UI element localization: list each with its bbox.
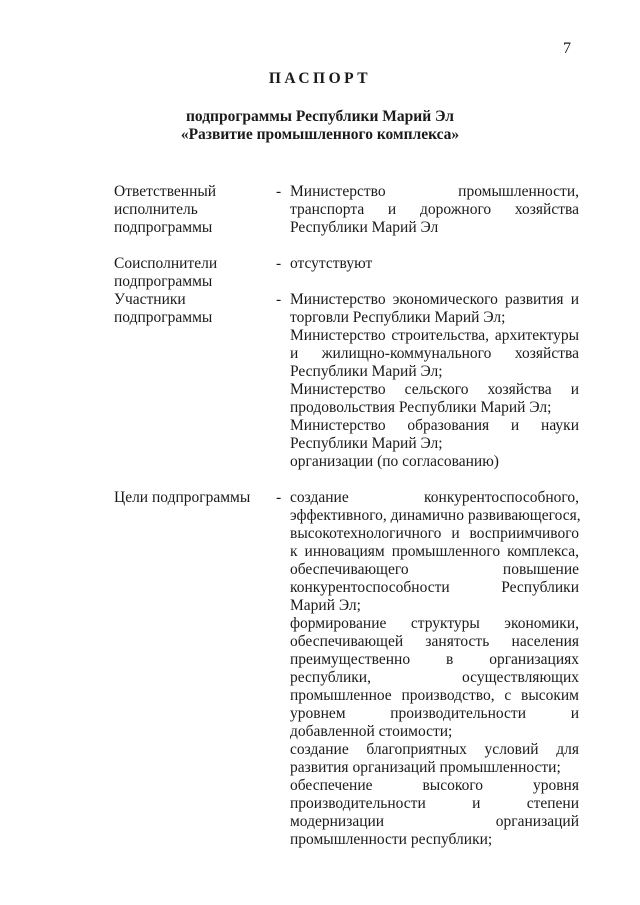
row-value-line: к инновациям промышленного комплекса, xyxy=(290,543,579,560)
row-label-line: Соисполнители xyxy=(114,255,218,272)
row-value-line: Министерство строительства, архитектуры xyxy=(290,327,579,344)
row-label xyxy=(114,255,264,291)
row-label xyxy=(114,291,264,327)
passport-row xyxy=(0,291,640,471)
page-number: 7 xyxy=(563,40,571,57)
row-value-line: транспорта и дорожного хозяйства xyxy=(290,201,579,218)
row-value-line: преимущественно в организациях xyxy=(290,651,579,668)
row-value-line: модернизации организаций xyxy=(290,813,579,830)
row-value xyxy=(290,255,579,273)
document-subtitle xyxy=(0,108,640,144)
row-value-line: отсутствуют xyxy=(290,255,373,272)
row-value-line: Республики Марий Эл; xyxy=(290,363,443,380)
subtitle-line: подпрограммы Республики Марий Эл xyxy=(185,108,455,125)
row-value-line: обеспечивающей занятость населения xyxy=(290,633,579,650)
row-label-line: Ответственный xyxy=(114,183,217,200)
row-label-line: подпрограммы xyxy=(114,309,213,326)
row-value-line: производительности и степени xyxy=(290,795,579,812)
row-value-line: Марий Эл; xyxy=(290,597,361,614)
row-dash: - xyxy=(276,183,282,200)
row-value-line: промышленности республики; xyxy=(290,831,493,848)
row-label-line: подпрограммы xyxy=(114,219,213,236)
row-value-line: Министерство сельского хозяйства и xyxy=(290,381,579,398)
row-value-line: обеспечение высокого уровня xyxy=(290,777,579,794)
row-value-line: Республики Марий Эл xyxy=(290,219,439,236)
row-value-line: Министерство образования и науки xyxy=(290,417,579,434)
row-value-line: создание благоприятных условий для xyxy=(290,741,579,758)
row-value xyxy=(290,183,579,237)
row-label-line: Цели подпрограммы xyxy=(114,489,251,506)
row-value-line: и жилищно-коммунального хозяйства xyxy=(290,345,579,362)
row-label xyxy=(114,489,264,507)
subtitle-line: «Развитие промышленного комплекса» xyxy=(180,126,460,143)
passport-row xyxy=(0,183,640,237)
row-value-line: формирование структуры экономики, xyxy=(290,615,579,632)
row-value-line: Министерство промышленности, xyxy=(290,183,579,200)
row-value-line: Республики Марий Эл; xyxy=(290,435,443,452)
row-value-line: конкурентоспособности Республики xyxy=(290,579,579,596)
row-label xyxy=(114,183,264,237)
row-dash: - xyxy=(276,255,282,272)
row-dash: - xyxy=(276,489,282,506)
row-value-line: создание конкурентоспособного, xyxy=(290,489,579,506)
row-value-line: промышленное производство, с высоким xyxy=(290,687,579,704)
row-dash: - xyxy=(276,291,282,308)
row-value-line: республики, осуществляющих xyxy=(290,669,579,686)
row-value xyxy=(290,489,579,849)
row-value-line: эффективного, динамично развивающегося, xyxy=(290,507,581,524)
passport-table xyxy=(0,183,640,849)
row-value-line: продовольствия Республики Марий Эл; xyxy=(290,399,552,416)
passport-row xyxy=(0,489,640,849)
row-value-line: уровнем производительности и xyxy=(290,705,579,722)
row-value xyxy=(290,291,579,471)
row-value-line: добавленной стоимости; xyxy=(290,723,453,740)
row-value-line: высокотехнологичного и восприимчивого xyxy=(290,525,579,542)
row-label-line: подпрограммы xyxy=(114,273,213,290)
row-value-line: развития организаций промышленности; xyxy=(290,759,561,776)
passport-row xyxy=(0,255,640,290)
row-value-line: торговли Республики Марий Эл; xyxy=(290,309,506,326)
row-value-line: Министерство экономического развития и xyxy=(290,291,579,308)
row-value-line: организации (по согласованию) xyxy=(290,453,499,470)
row-label-line: Участники xyxy=(114,291,186,308)
row-value-line: обеспечивающего повышение xyxy=(290,561,579,578)
row-label-line: исполнитель xyxy=(114,201,198,218)
document-title: ПАСПОРТ xyxy=(268,70,372,87)
